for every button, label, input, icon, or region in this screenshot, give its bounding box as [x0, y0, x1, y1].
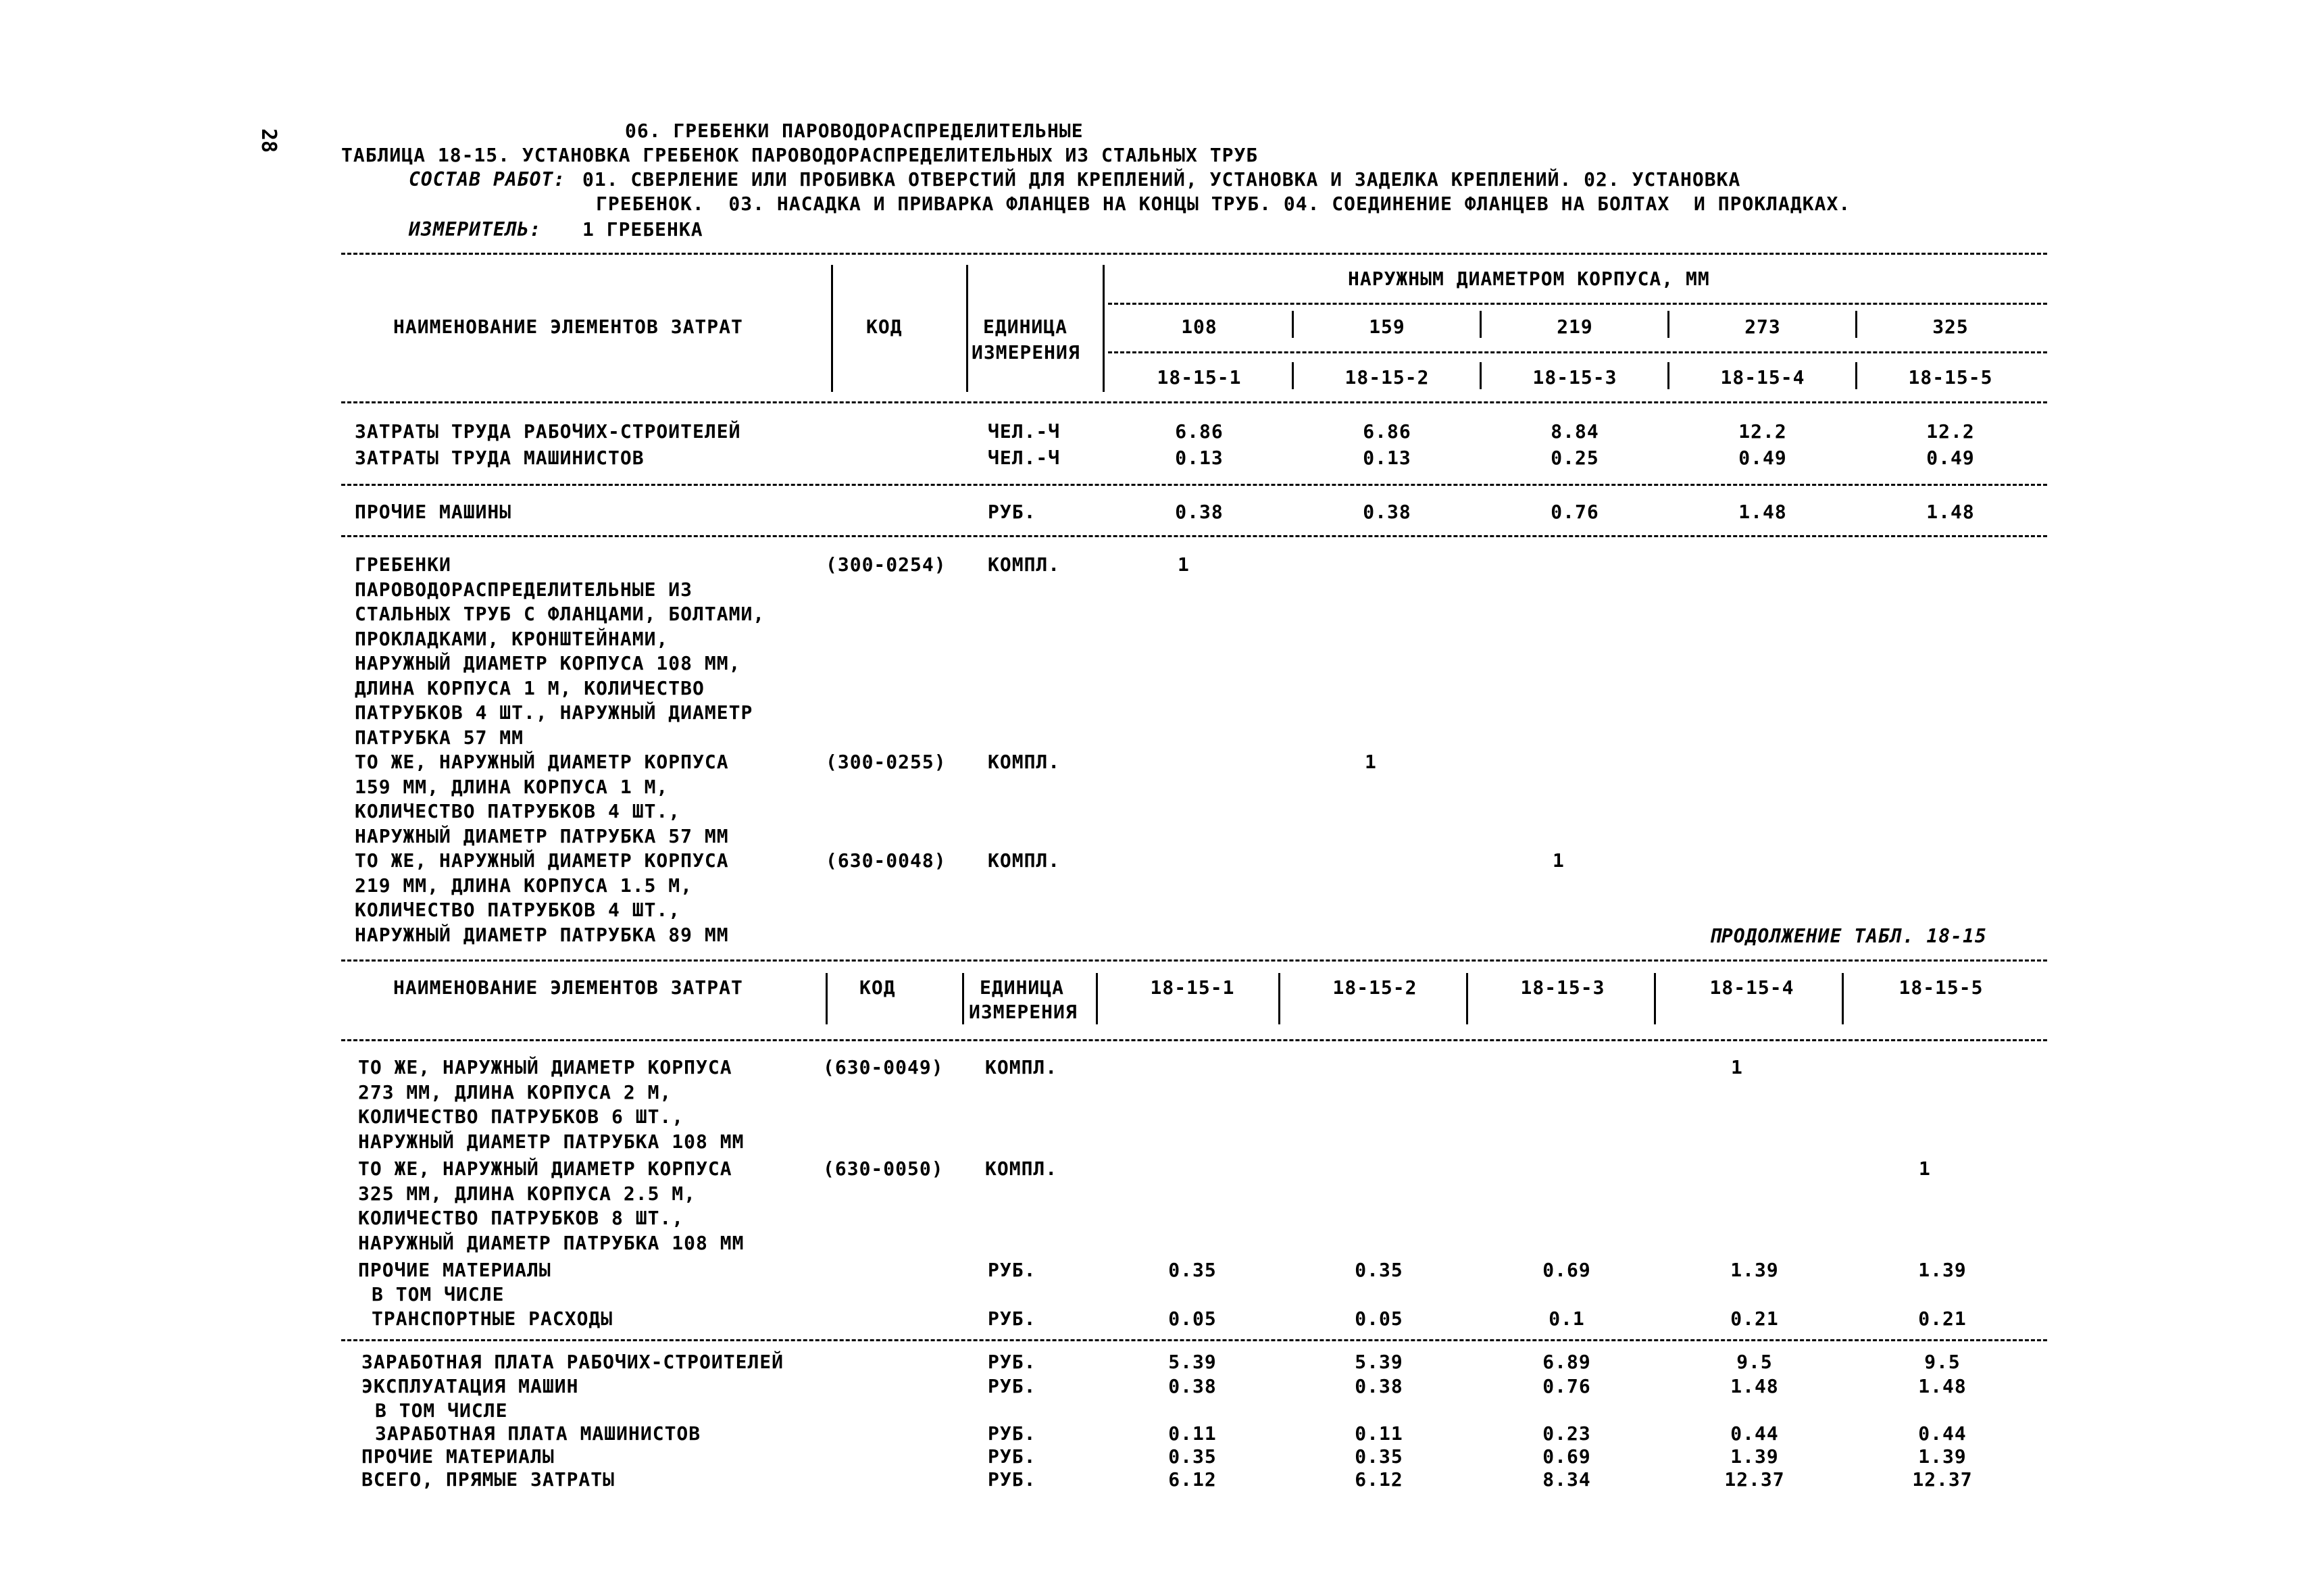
row-name: ЗАРАБОТНАЯ ПЛАТА МАШИНИСТОВ: [375, 1422, 701, 1445]
cell-value: 0.11: [1168, 1422, 1217, 1445]
cell-value: 0.1: [1549, 1307, 1585, 1330]
rule: [1103, 265, 1105, 392]
cell-value: 0.23: [1542, 1422, 1591, 1445]
row-name: ЭКСПЛУАТАЦИЯ МАШИН: [361, 1375, 579, 1397]
rule: [1292, 311, 1294, 338]
row-unit: РУБ.: [988, 1259, 1036, 1281]
rule: [831, 265, 833, 392]
material-code: (630-0048): [826, 849, 947, 872]
cell-value: 0.38: [1363, 501, 1411, 523]
row-name: ПРОЧИЕ МАШИНЫ: [355, 501, 512, 523]
diameter-header: 325: [1932, 316, 1969, 338]
cell-value: 1.39: [1918, 1445, 1967, 1468]
section-title: 06. ГРЕБЕНКИ ПАРОВОДОРАСПРЕДЕЛИТЕЛЬНЫЕ: [625, 120, 1084, 142]
row-unit: РУБ.: [988, 501, 1036, 523]
cell-value: 12.2: [1738, 420, 1787, 443]
cell-value: 0.69: [1542, 1445, 1591, 1468]
col-name-header: НАИМЕНОВАНИЕ ЭЛЕМЕНТОВ ЗАТРАТ: [393, 976, 743, 999]
cell-value: 8.84: [1551, 420, 1599, 443]
row-unit: РУБ.: [988, 1375, 1036, 1397]
material-unit: КОМПЛ.: [988, 751, 1061, 773]
cell-value: 0.21: [1918, 1307, 1967, 1330]
table-title: ТАБЛИЦА 18-15. УСТАНОВКА ГРЕБЕНОК ПАРОВОДОРАСПРЕДЕЛИТЕЛЬНЫХ ИЗ СТАЛЬНЫХ ТРУБ: [341, 144, 1259, 166]
cell-value: 6.12: [1168, 1468, 1217, 1491]
cell-value: 0.35: [1168, 1259, 1217, 1281]
cell-value: 0.49: [1926, 447, 1975, 469]
work-label: СОСТАВ РАБОТ:: [409, 168, 566, 191]
row-name: ПРОЧИЕ МАТЕРИАЛЫ: [358, 1259, 551, 1281]
code-header: 18-15-2: [1344, 366, 1430, 389]
cell-value: 0.13: [1363, 447, 1411, 469]
code-header: 18-15-5: [1898, 976, 1984, 999]
cell-value: 1.39: [1730, 1259, 1779, 1281]
rule: [1466, 973, 1468, 1024]
row-name: ЗАРАБОТНАЯ ПЛАТА РАБОЧИХ-СТРОИТЕЛЕЙ: [361, 1351, 784, 1373]
col-name-header: НАИМЕНОВАНИЕ ЭЛЕМЕНТОВ ЗАТРАТ: [393, 316, 743, 338]
row-unit: РУБ.: [988, 1422, 1036, 1445]
code-header: 18-15-3: [1532, 366, 1617, 389]
rule: [1667, 311, 1669, 338]
cell-value: 1.48: [1730, 1375, 1779, 1397]
incl-label: В ТОМ ЧИСЛЕ: [372, 1283, 505, 1305]
diameter-header: 108: [1181, 316, 1217, 338]
col-unit-header-1: ЕДИНИЦА: [980, 976, 1065, 999]
cell-value: 0.13: [1175, 447, 1224, 469]
rule: [341, 253, 2047, 255]
cell-value: 1.48: [1918, 1375, 1967, 1397]
group-header: НАРУЖНЫМ ДИАМЕТРОМ КОРПУСА, ММ: [1348, 268, 1710, 290]
code-header: 18-15-1: [1150, 976, 1235, 999]
cell-value: 6.12: [1355, 1468, 1403, 1491]
work-line-1: 01. СВЕРЛЕНИЕ ИЛИ ПРОБИВКА ОТВЕРСТИЙ ДЛЯ КРЕПЛЕНИЙ, УСТАНОВКА И ЗАДЕЛКА КРЕПЛЕНИЙ. 02. УСТАНОВКА: [582, 168, 1741, 191]
row-name: В ТОМ ЧИСЛЕ: [375, 1399, 508, 1422]
material-code: (630-0050): [823, 1157, 944, 1180]
col-unit-header-2: ИЗМЕРЕНИЯ: [972, 341, 1080, 364]
rule: [1667, 362, 1669, 389]
cell-value: 8.34: [1542, 1468, 1591, 1491]
cell-value: 0.38: [1168, 1375, 1217, 1397]
rule: [341, 1339, 2047, 1341]
cell-value: 0.25: [1551, 447, 1599, 469]
material-code: (300-0254): [826, 553, 947, 576]
cell-value: 0.38: [1355, 1375, 1403, 1397]
rule: [341, 1039, 2047, 1041]
rule: [826, 973, 828, 1024]
code-header: 18-15-4: [1709, 976, 1794, 999]
rule: [341, 401, 2047, 403]
rule: [341, 535, 2047, 537]
rule: [1278, 973, 1280, 1024]
continuation-note: ПРОДОЛЖЕНИЕ ТАБЛ. 18-15: [1709, 925, 1987, 947]
material-code: (300-0255): [826, 751, 947, 773]
row-name: ВСЕГО, ПРЯМЫЕ ЗАТРАТЫ: [361, 1468, 615, 1491]
material-unit: КОМПЛ.: [985, 1056, 1058, 1078]
cell-value: 0.35: [1355, 1259, 1403, 1281]
diameter-header: 219: [1557, 316, 1593, 338]
material-qty: 1: [1178, 553, 1190, 576]
rule: [1480, 311, 1482, 338]
cell-value: 0.05: [1355, 1307, 1403, 1330]
cell-value: 0.35: [1355, 1445, 1403, 1468]
cell-value: 1.48: [1926, 501, 1975, 523]
diameter-header: 159: [1369, 316, 1405, 338]
cell-value: 6.89: [1542, 1351, 1591, 1373]
material-code: (630-0049): [823, 1056, 944, 1078]
material-unit: КОМПЛ.: [985, 1157, 1058, 1180]
cell-value: 6.86: [1175, 420, 1224, 443]
meter-value: 1 ГРЕБЕНКА: [582, 218, 703, 241]
rule: [1108, 351, 2047, 353]
row-unit: ЧЕЛ.-Ч: [988, 447, 1061, 469]
rule: [1855, 311, 1857, 338]
cell-value: 0.76: [1551, 501, 1599, 523]
material-qty: 1: [1919, 1157, 1931, 1180]
cell-value: 5.39: [1168, 1351, 1217, 1373]
cell-value: 0.76: [1542, 1375, 1591, 1397]
cell-value: 9.5: [1736, 1351, 1773, 1373]
work-line-2: ГРЕБЕНОК. 03. НАСАДКА И ПРИВАРКА ФЛАНЦЕВ НА КОНЦЫ ТРУБ. 04. СОЕДИНЕНИЕ ФЛАНЦЕВ НА БОЛТАХ И ПРОКЛАДКАХ.: [596, 193, 1851, 215]
material-unit: КОМПЛ.: [988, 553, 1061, 576]
col-code-header: КОД: [859, 976, 896, 999]
cell-value: 1.48: [1738, 501, 1787, 523]
material-qty: 1: [1365, 751, 1377, 773]
code-header: 18-15-2: [1332, 976, 1417, 999]
col-code-header: КОД: [866, 316, 903, 338]
row-name: ТРАНСПОРТНЫЕ РАСХОДЫ: [372, 1307, 613, 1330]
row-name: ЗАТРАТЫ ТРУДА РАБОЧИХ-СТРОИТЕЛЕЙ: [355, 420, 741, 443]
cell-value: 0.38: [1175, 501, 1224, 523]
cell-value: 0.49: [1738, 447, 1787, 469]
cell-value: 0.11: [1355, 1422, 1403, 1445]
cell-value: 6.86: [1363, 420, 1411, 443]
rule: [1842, 973, 1844, 1024]
rule: [962, 973, 964, 1024]
material-unit: КОМПЛ.: [988, 849, 1061, 872]
cell-value: 12.37: [1912, 1468, 1973, 1491]
row-unit: РУБ.: [988, 1445, 1036, 1468]
row-unit: РУБ.: [988, 1307, 1036, 1330]
material-qty: 1: [1731, 1056, 1743, 1078]
cell-value: 5.39: [1355, 1351, 1403, 1373]
row-unit: ЧЕЛ.-Ч: [988, 420, 1061, 443]
material-name: ТО ЖЕ, НАРУЖНЫЙ ДИАМЕТР КОРПУСА 325 ММ, ДЛИНА КОРПУСА 2.5 М, КОЛИЧЕСТВО ПАТРУБКОВ 8 ШТ., НАРУЖНЫЙ ДИАМЕТР ПАТРУБКА 108 ММ: [358, 1157, 745, 1254]
material-name: ТО ЖЕ, НАРУЖНЫЙ ДИАМЕТР КОРПУСА 273 ММ, ДЛИНА КОРПУСА 2 М, КОЛИЧЕСТВО ПАТРУБКОВ 6 ШТ., НАРУЖНЫЙ ДИАМЕТР ПАТРУБКА 108 ММ: [358, 1056, 745, 1153]
row-name: ПРОЧИЕ МАТЕРИАЛЫ: [361, 1445, 555, 1468]
cell-value: 9.5: [1924, 1351, 1961, 1373]
cell-value: 12.37: [1724, 1468, 1785, 1491]
cell-value: 1.39: [1730, 1445, 1779, 1468]
code-header: 18-15-1: [1157, 366, 1242, 389]
row-unit: РУБ.: [988, 1468, 1036, 1491]
rule: [1096, 973, 1098, 1024]
rule: [1855, 362, 1857, 389]
cell-value: 0.44: [1730, 1422, 1779, 1445]
rule: [341, 959, 2047, 962]
rule: [1108, 303, 2047, 305]
col-unit-header-2: ИЗМЕРЕНИЯ: [969, 1001, 1078, 1023]
row-unit: РУБ.: [988, 1351, 1036, 1373]
page-number: 28: [257, 128, 280, 153]
diameter-header: 273: [1744, 316, 1781, 338]
cell-value: 0.21: [1730, 1307, 1779, 1330]
material-name: ГРЕБЕНКИ ПАРОВОДОРАСПРЕДЕЛИТЕЛЬНЫЕ ИЗ СТАЛЬНЫХ ТРУБ С ФЛАНЦАМИ, БОЛТАМИ, ПРОКЛАДКАМИ, КРОНШТЕЙНАМИ, НАРУЖНЫЙ ДИАМЕТР КОРПУСА 108 ММ, ДЛИНА КОРПУСА 1 М, КОЛИЧЕСТВО ПАТРУБКОВ 4 ШТ., НАРУЖНЫЙ ДИАМЕТР ПАТРУБКА 57 ММ: [355, 553, 765, 749]
cell-value: 1.39: [1918, 1259, 1967, 1281]
rule: [341, 484, 2047, 486]
row-name: ЗАТРАТЫ ТРУДА МАШИНИСТОВ: [355, 447, 645, 469]
code-header: 18-15-3: [1520, 976, 1605, 999]
cell-value: 0.69: [1542, 1259, 1591, 1281]
cell-value: 0.35: [1168, 1445, 1217, 1468]
material-name: ТО ЖЕ, НАРУЖНЫЙ ДИАМЕТР КОРПУСА 219 ММ, ДЛИНА КОРПУСА 1.5 М, КОЛИЧЕСТВО ПАТРУБКОВ 4 ШТ., НАРУЖНЫЙ ДИАМЕТР ПАТРУБКА 89 ММ: [355, 849, 729, 946]
rule: [1480, 362, 1482, 389]
col-unit-header-1: ЕДИНИЦА: [983, 316, 1068, 338]
material-name: ТО ЖЕ, НАРУЖНЫЙ ДИАМЕТР КОРПУСА 159 ММ, ДЛИНА КОРПУСА 1 М, КОЛИЧЕСТВО ПАТРУБКОВ 4 ШТ., НАРУЖНЫЙ ДИАМЕТР ПАТРУБКА 57 ММ: [355, 751, 729, 847]
cell-value: 0.05: [1168, 1307, 1217, 1330]
material-qty: 1: [1553, 849, 1565, 872]
meter-label: ИЗМЕРИТЕЛЬ:: [409, 218, 542, 241]
rule: [1292, 362, 1294, 389]
cell-value: 12.2: [1926, 420, 1975, 443]
rule: [966, 265, 968, 392]
code-header: 18-15-4: [1720, 366, 1805, 389]
cell-value: 0.44: [1918, 1422, 1967, 1445]
code-header: 18-15-5: [1908, 366, 1993, 389]
rule: [1654, 973, 1656, 1024]
